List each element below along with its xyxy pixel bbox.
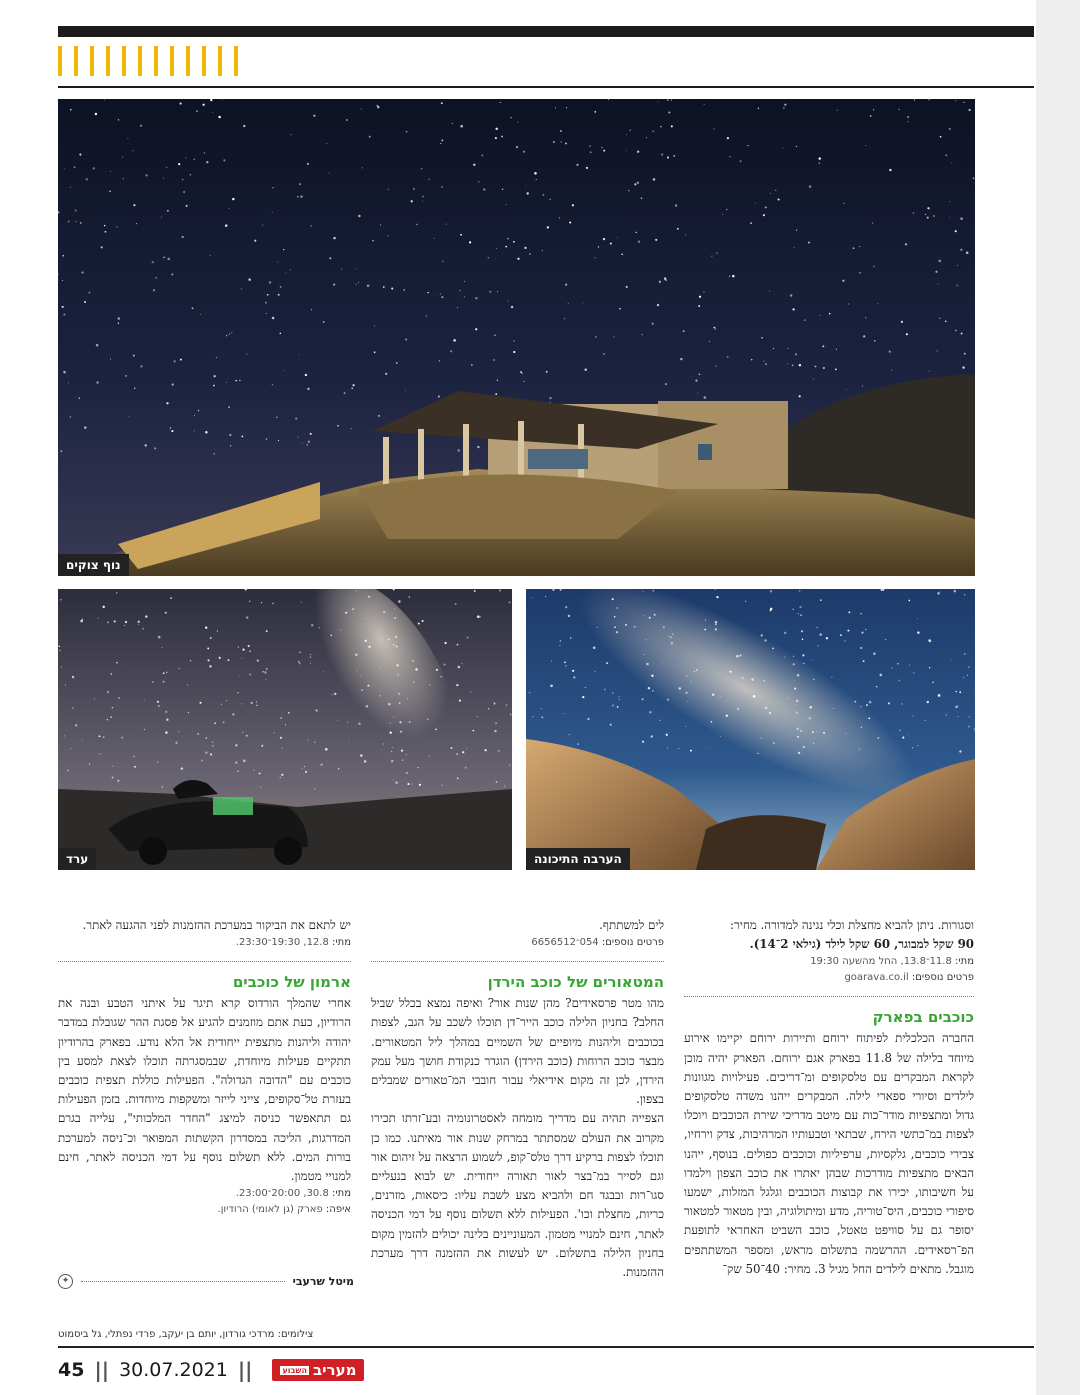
issue-date: 30.07.2021 <box>119 1359 228 1381</box>
decorative-ticks <box>58 46 238 76</box>
author-dots <box>81 1281 285 1282</box>
more-details-line: פרטים נוספים: 054־6656512 <box>531 937 664 949</box>
page-footer <box>58 1356 364 1384</box>
photo-caption: הערבה התיכונה <box>526 848 630 870</box>
section-heading: כוכבים בפארק <box>872 1008 974 1027</box>
when-line: מתי: 30.8, 20:00־23:00. <box>235 1188 351 1200</box>
page-number: 45 <box>58 1359 85 1381</box>
when-line: מתי: 11.8־13.8, החל מהשעה 19:30 <box>810 956 974 968</box>
author-line <box>58 1274 354 1289</box>
more-details-line: פרטים נוספים: goarava.co.il <box>844 972 974 984</box>
photo-caption: נוף צוקים <box>58 554 129 576</box>
article-column-left <box>58 916 351 1218</box>
photo-milky-way-jeep <box>58 589 512 870</box>
author-name: מיטל שרעבי <box>292 1275 354 1288</box>
section-heading: המטאורים של כוכב הירדן <box>487 973 664 992</box>
top-rule <box>58 86 1034 88</box>
price-line: 90 שקל למבוגר, 60 שקל לילד (גילאי 2־14). <box>749 937 974 952</box>
main-photo-night-house <box>58 99 975 576</box>
section-heading: ארמון של כוכבים <box>232 973 351 992</box>
paragraph: יש לתאם את הביקור במערכת ההזמנות לפני ההגעה לאתר. <box>82 918 351 932</box>
section-divider <box>58 961 351 962</box>
paragraph: החברה הכלכלית לפיתוח ירוחם ותיירות ירוחם יקיימו אירוע מיוחד בלילה של 11.8 בפארק אגם ירוחם. הפארק יהיה מוכן לקראת המבקרים עם טלסקופים ומ־דריכים. פעילויות מגוונות לילדים וסיורי ספארי לילה. המבקרים ייהנו משדה טלסקופים גדול ומתצפיות מודר־כות עם מיטב מדריכי שירת הכוכבים ויוכלו לצפות במ־כתשי הירח, שבתאי וטבעותיו המרהיבות, צדק וירחיו, צבירי כוכבים, גלקסיות, ערפיליות וכוכבים כפולים. בנוסף, ייהנו הבאים מתצפיות מודרכות שבהן יאתרו את כוכב הצפון וילמדו על חשיבותו, יכירו את קבוצות הכוכבים וגלגל המזלות, ישמעו סיפורי כוכבים, היס־טוריה, מדע ומיתולוגיה, ובין מטאור למטאור יסופר גם על סוויפט טאטל, כוכב השביט האחראי לתופעת הפ־רסאידים. ההרשמה בתשלום מראש, ומספר המשתתפים מוגבל. מתאים לילדים החל מגיל 3. מחיר: 40־50 שק־ <box>684 1031 974 1276</box>
when-line: מתי: 12.8, 19:30־23:30. <box>235 937 351 949</box>
top-bar <box>58 26 1034 37</box>
paragraph: הצפייה תהיה עם מדריך מומחה לאסטרונומיה ובע־זרתו תכירו מקרוב את העולם שמסתתר במרחק שנות אור מאיתנו. כמו כן תוכלו לצפות ברקיע דרך טלס־קופ, לשמוע הרצאה על זיהום אור וגם לסייר במ־בצר לאור תאורה ייחודית. יש לבוא בנעליים סגו־רות ובבגד חם ולהביא מצע לשבת עליו: כיסאות, מזרנים, כריות, מחצלת וכו'. הפעילות ללא תשלום נוסף על דמי הכניסה לאתר, חינם למנויי מטמון. המעוניינים בלינה יכולים להזמין מקום בחניון הלילה בתשלום. יש לעשות את ההזמנה דרך מערכת ההזמנות. <box>371 1111 664 1280</box>
paragraph: וסגורות. ניתן להביא מחצלת וכלי נגינה למדורה. מחיר: <box>729 918 974 932</box>
bottom-rule <box>58 1346 1034 1348</box>
photo-caption: ערד <box>58 848 96 870</box>
section-divider <box>371 961 664 962</box>
photo-credits: צילומים: מרדכי גורדון, יותם בן יעקב, פרדי נפתלי, גל ביסמוט <box>58 1329 314 1340</box>
where-line: איפה: פארק (גן לאומי) הרודיון. <box>217 1204 351 1216</box>
photo-milky-way-canyon <box>526 589 975 870</box>
article-column-right <box>684 916 974 1279</box>
paragraph: מהו מטר פרסאידים? מהן שנות אור? ואיפה נמצא בכלל שביל החלב? בחניון הלילה כוכב הייר־דן תוכלו לשכב על הגב, לצפות בכוכבים וליהנות מיופיים של השמיים במהלך ליל המטאורים. מבצר כוכב הרוחות (כוכב הירדן) הוגדר כנקודת חושך מעל עמק הירדן, לכן זה מקום אידיאלי עבור חובבי המ־טאורים שמבלים בצפון. <box>371 996 664 1107</box>
star-icon: ✦ <box>58 1274 73 1289</box>
publication-logo: מעריב השבוע <box>272 1359 364 1381</box>
footer-separator: || <box>237 1358 253 1382</box>
paragraph: לים למשתתף. <box>599 918 664 932</box>
paragraph: אחרי שהמלך הורדוס קרא תיגר על איתני הטבע ובנה את הרודיון, כעת אתם מוזמנים להגיע אל פסגת ההר שגובלת במדבר יהודה וליהנות מתצפית ייחודית אל הלא נודע. בפארק בהרודיון תתקיים פעילות מיוחדת, שבמסגרתה תוכלו לצאת למסע בין כוכבים עם "הדובה הגדולה". הפעילות כוללת תצפית כוכבים בעזרת טל־סקופים, צייני לייזר ומשקפות מיוחדות. בזמן הפעילות גם תתאפשר כניסה למיצג "החדר המלכותי", עלייה בגרם המדרגות, הליכה במסדרון הקשתות המפואר וכ־ניסה למערכת בורות המים. ללא תשלום נוסף על דמי הכניסה לאתר, חינם למנויי מטמון. <box>58 996 351 1184</box>
page-edge <box>1036 0 1080 1395</box>
section-divider <box>684 996 974 997</box>
article-column-middle <box>371 916 664 1282</box>
footer-separator: || <box>94 1358 110 1382</box>
